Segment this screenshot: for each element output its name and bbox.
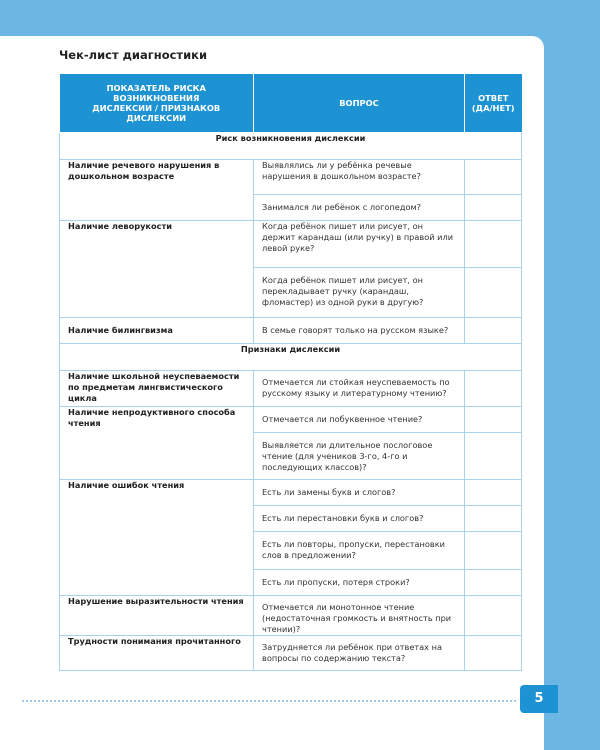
indicator-cell: Наличие школьной неуспеваемости по предметам лингвистического цикла [60, 370, 254, 406]
table-row [60, 370, 522, 406]
question-cell: Затрудняется ли ребёнок при ответах на вопросы по содержанию текста? [254, 635, 465, 670]
question-cell: Есть ли повторы, пропуски, перестановки слов в предложении? [254, 531, 465, 569]
question-cell: Занимался ли ребёнок с логопедом? [254, 194, 465, 220]
question-cell: В семье говорят только на русском языке? [254, 317, 465, 343]
checklist-table [59, 74, 522, 671]
section-row [60, 132, 522, 159]
question-cell: Есть ли замены букв и слогов? [254, 479, 465, 505]
question-cell: Отмечается ли монотонное чтение (недостаточная громкость и внятность при чтении)? [254, 595, 465, 635]
table-row [60, 479, 522, 505]
indicator-cell: Нарушение выразительности чтения [60, 595, 254, 635]
answer-cell[interactable] [465, 505, 522, 531]
answer-cell[interactable] [465, 220, 522, 267]
indicator-cell: Наличие билингвизма [60, 317, 254, 343]
answer-cell[interactable] [465, 406, 522, 432]
question-cell: Выявлялись ли у ребёнка речевые нарушения в дошкольном возрасте? [254, 159, 465, 194]
table-row [60, 635, 522, 670]
table-row [60, 317, 522, 343]
question-cell: Отмечается ли побуквенное чтение? [254, 406, 465, 432]
answer-cell[interactable] [465, 370, 522, 406]
header-question: ВОПРОС [254, 74, 465, 132]
indicator-cell: Наличие леворукости [60, 220, 254, 317]
answer-cell[interactable] [465, 635, 522, 670]
answer-cell[interactable] [465, 267, 522, 317]
answer-cell[interactable] [465, 159, 522, 194]
page-number: 5 [520, 685, 558, 713]
indicator-cell: Наличие непродуктивного способа чтения [60, 406, 254, 479]
answer-cell[interactable] [465, 194, 522, 220]
table-row [60, 220, 522, 267]
section-title: Признаки дислексии [60, 343, 522, 370]
answer-cell[interactable] [465, 531, 522, 569]
table-row [60, 159, 522, 194]
question-cell: Выявляется ли длительное послоговое чтение (для учеников 3-го, 4-го и последующих классов)? [254, 432, 465, 479]
table-row [60, 406, 522, 432]
table-header-row [60, 74, 522, 132]
question-cell: Отмечается ли стойкая неуспеваемость по русскому языку и литературному чтению? [254, 370, 465, 406]
question-cell: Когда ребёнок пишет или рисует, он держит карандаш (или ручку) в правой или левой руке? [254, 220, 465, 267]
indicator-cell: Трудности понимания прочитанного [60, 635, 254, 670]
section-row [60, 343, 522, 370]
answer-cell[interactable] [465, 569, 522, 595]
indicator-cell: Наличие речевого нарушения в дошкольном возрасте [60, 159, 254, 220]
answer-cell[interactable] [465, 595, 522, 635]
section-title: Риск возникновения дислексии [60, 132, 522, 159]
question-cell: Есть ли пропуски, потеря строки? [254, 569, 465, 595]
indicator-cell: Наличие ошибок чтения [60, 479, 254, 595]
answer-cell[interactable] [465, 479, 522, 505]
page-title: Чек-лист диагностики [59, 48, 208, 62]
dotted-divider [22, 700, 516, 702]
table-row [60, 595, 522, 635]
question-cell: Есть ли перестановки букв и слогов? [254, 505, 465, 531]
answer-cell[interactable] [465, 432, 522, 479]
header-answer: ОТВЕТ (ДА/НЕТ) [465, 74, 522, 132]
header-indicator: ПОКАЗАТЕЛЬ РИСКА ВОЗНИКНОВЕНИЯ ДИСЛЕКСИИ / ПРИЗНАКОВ ДИСЛЕКСИИ [60, 74, 254, 132]
answer-cell[interactable] [465, 317, 522, 343]
question-cell: Когда ребёнок пишет или рисует, он перекладывает ручку (карандаш, фломастер) из одной руки в другую? [254, 267, 465, 317]
page-margin [0, 36, 22, 750]
